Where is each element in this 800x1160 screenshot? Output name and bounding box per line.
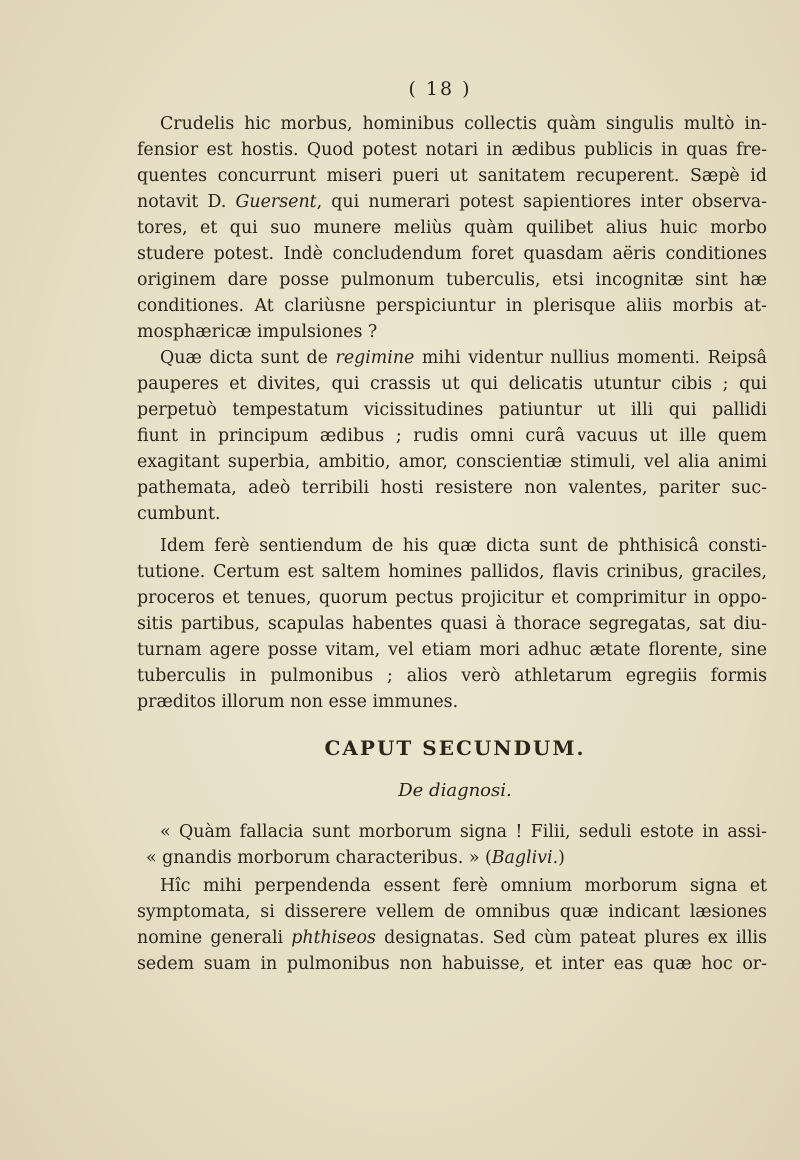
text-line: quentes concurrunt miseri pueri ut sanitatem recuperent. Sæpè id xyxy=(137,166,767,186)
author-name-italic: Guersent xyxy=(235,192,317,212)
text-segment: , qui numerari potest sapientiores inter observa- xyxy=(316,192,767,212)
chapter-subheading: De diagnosi. xyxy=(398,780,512,801)
text-line: mosphæricæ impulsiones ? xyxy=(137,322,378,342)
text-line: tores, et qui suo munere meliùs quàm quilibet alius huic morbo xyxy=(137,218,767,238)
text-line: Crudelis hic morbus, hominibus collectis quàm singulis multò in- xyxy=(160,114,767,134)
text-line: studere potest. Indè concludendum foret quasdam aëris conditiones xyxy=(137,244,767,264)
text-segment: ) xyxy=(558,848,565,868)
page-number: ( 18 ) xyxy=(408,78,472,100)
quote-line: « Quàm fallacia sunt morborum signa ! Filii, seduli estote in assi- xyxy=(160,822,767,842)
text-line: turnam agere posse vitam, vel etiam mori adhuc ætate florente, sine xyxy=(137,640,767,660)
text-line: sedem suam in pulmonibus non habuisse, et inter eas quæ hoc or- xyxy=(137,954,767,974)
chapter-heading: CAPUT SECUNDUM. xyxy=(324,736,586,760)
text-line: tuberculis in pulmonibus ; alios verò athletarum egregiis formis xyxy=(137,666,767,686)
text-segment: Quæ dicta sunt de xyxy=(160,348,336,368)
text-line xyxy=(160,346,767,371)
text-line: originem dare posse pulmonum tuberculis, etsi incognitæ sint hæ xyxy=(137,270,767,290)
text-line: exagitant superbia, ambitio, amor, conscientiæ stimuli, vel alia animi xyxy=(137,452,767,472)
text-segment: designatas. Sed cùm pateat plures ex illis xyxy=(375,928,767,948)
text-line: fensior est hostis. Quod potest notari in ædibus publicis in quas fre- xyxy=(137,140,767,160)
text-line: perpetuò tempestatum vicissitudines patiuntur ut illi qui pallidi xyxy=(137,400,767,420)
text-line: Idem ferè sentiendum de his quæ dicta sunt de phthisicâ consti- xyxy=(160,536,767,556)
text-line: tutione. Certum est saltem homines pallidos, flavis crinibus, graciles, xyxy=(137,562,767,582)
text-line: sitis partibus, scapulas habentes quasi à thorace segregatas, sat diu- xyxy=(137,614,767,634)
quote-author-italic: Baglivi. xyxy=(491,848,559,868)
text-line: pathemata, adeò terribili hosti resistere non valentes, pariter suc- xyxy=(137,478,767,498)
text-segment: nomine generali xyxy=(137,928,292,948)
text-line xyxy=(137,926,767,951)
text-line: cumbunt. xyxy=(137,504,221,524)
text-segment: mihi videntur nullius momenti. Reipsâ xyxy=(414,348,767,368)
text-line xyxy=(137,190,767,215)
text-segment: notavit D. xyxy=(137,192,236,212)
text-line: proceros et tenues, quorum pectus projicitur et comprimitur in oppo- xyxy=(137,588,767,608)
quote-line xyxy=(146,846,767,871)
text-line: Hîc mihi perpendenda essent ferè omnium morborum signa et xyxy=(160,876,767,896)
text-segment: « gnandis morborum characteribus. » ( xyxy=(146,848,492,868)
text-line: fiunt in principum ædibus ; rudis omni curâ vacuus ut ille quem xyxy=(137,426,767,446)
text-line: pauperes et divites, qui crassis ut qui delicatis utuntur cibis ; qui xyxy=(137,374,767,394)
text-line: conditiones. At clariùsne perspiciuntur in plerisque aliis morbis at- xyxy=(137,296,767,316)
text-line: præditos illorum non esse immunes. xyxy=(137,692,459,712)
text-line: symptomata, si disserere vellem de omnibus quæ indicant læsiones xyxy=(137,902,767,922)
term-italic: phthiseos xyxy=(291,928,376,948)
term-italic: regimine xyxy=(335,348,415,368)
